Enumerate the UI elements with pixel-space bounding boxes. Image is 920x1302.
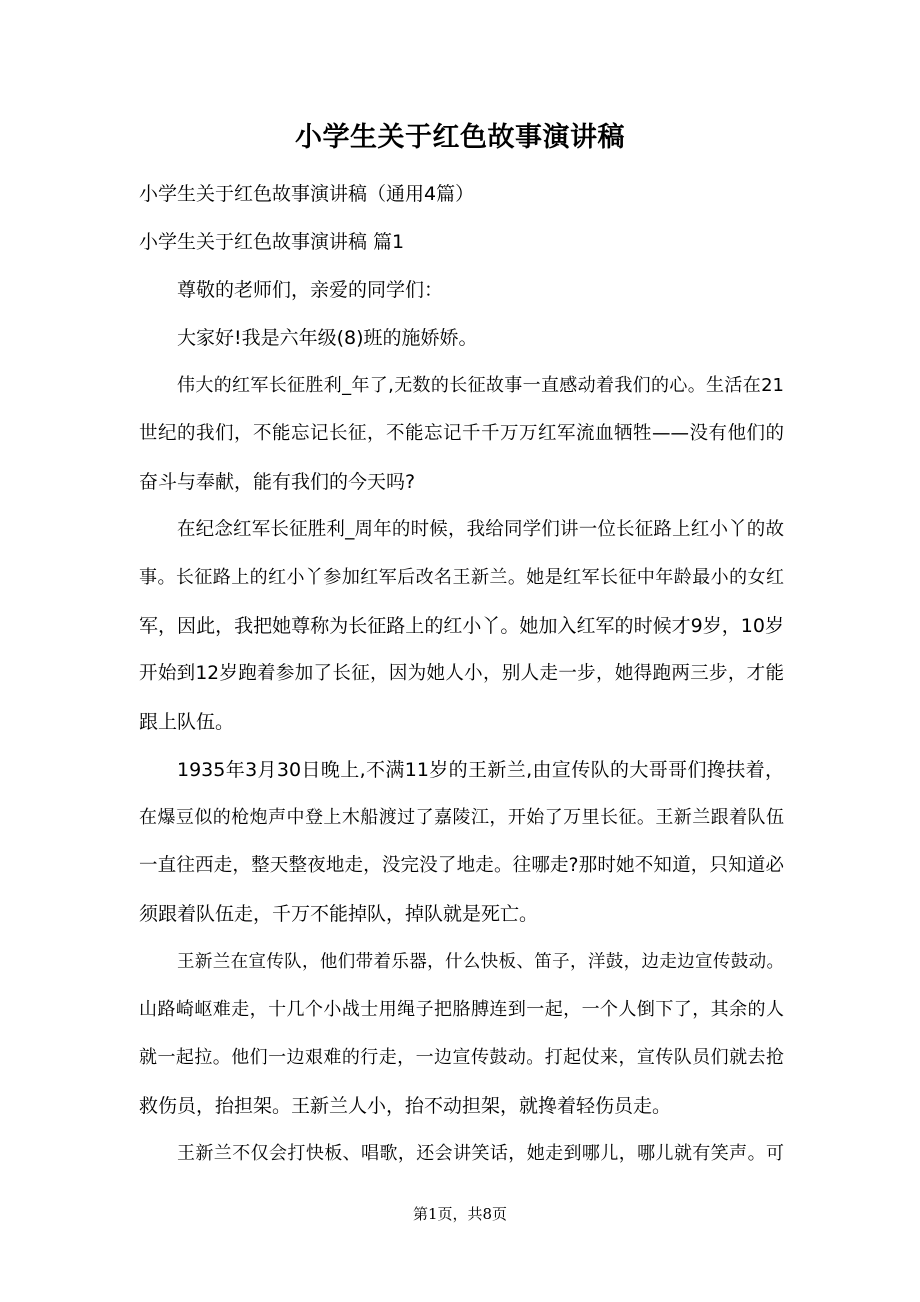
paragraph-line: 1935年3月30日晚上,不满11岁的王新兰,由宣传队的大哥哥们搀扶着， — [177, 759, 784, 781]
paragraph-line: 一直往西走，整天整夜地走，没完没了地走。往哪走?那时她不知道，只知道必 — [139, 855, 784, 876]
paragraph-line: 山路崎岖难走，十几个小战士用绳子把胳膊连到一起，一个人倒下了，其余的人 — [139, 999, 784, 1020]
paragraph-line: 伟大的红军长征胜利_年了,无数的长征故事一直感动着我们的心。生活在21 — [177, 375, 784, 396]
paragraph-line: 王新兰在宣传队，他们带着乐器，什么快板、笛子，洋鼓，边走边宣传鼓动。 — [177, 952, 784, 972]
paragraph-line: 大家好!我是六年级(8)班的施娇娇。 — [177, 327, 478, 349]
paragraph-line: 在纪念红军长征胜利_周年的时候，我给同学们讲一位长征路上红小丫的故 — [177, 519, 784, 540]
document-body — [139, 170, 784, 1178]
paragraph-line: 在爆豆似的枪炮声中登上木船渡过了嘉陵江，开始了万里长征。王新兰跟着队伍 — [139, 807, 784, 828]
paragraph-line: 须跟着队伍走，千万不能掉队，掉队就是死亡。 — [139, 903, 539, 925]
paragraph-line: 跟上队伍。 — [139, 711, 235, 733]
document-title: 小学生关于红色故事演讲稿 — [295, 122, 625, 153]
paragraph-line: 开始到12岁跑着参加了长征，因为她人小，别人走一步，她得跑两三步，才能 — [139, 663, 784, 684]
paragraph-line: 世纪的我们，不能忘记长征，不能忘记千千万万红军流血牺牲——没有他们的 — [139, 423, 784, 444]
paragraph-line: 救伤员，抬担架。王新兰人小，抬不动担架，就搀着轻伤员走。 — [139, 1095, 672, 1117]
paragraph-line: 就一起拉。他们一边艰难的行走，一边宣传鼓动。打起仗来，宣传队员们就去抢 — [139, 1047, 784, 1068]
paragraph-line: 军，因此，我把她尊称为长征路上的红小丫。她加入红军的时候才9岁，10岁 — [139, 615, 784, 637]
document-subtitle: 小学生关于红色故事演讲稿（通用4篇） — [139, 183, 475, 205]
paragraph-line: 奋斗与奉献，能有我们的今天吗? — [139, 471, 416, 493]
paragraph-line: 事。长征路上的红小丫参加红军后改名王新兰。她是红军长征中年龄最小的女红 — [139, 567, 784, 588]
page-number: 第1页，共8页 — [412, 1205, 508, 1223]
paragraph-line: 王新兰不仅会打快板、唱歌，还会讲笑话，她走到哪儿，哪儿就有笑声。可 — [177, 1143, 784, 1164]
section-heading: 小学生关于红色故事演讲稿 篇1 — [139, 231, 405, 253]
paragraph-line: 尊敬的老师们，亲爱的同学们： — [177, 279, 444, 301]
